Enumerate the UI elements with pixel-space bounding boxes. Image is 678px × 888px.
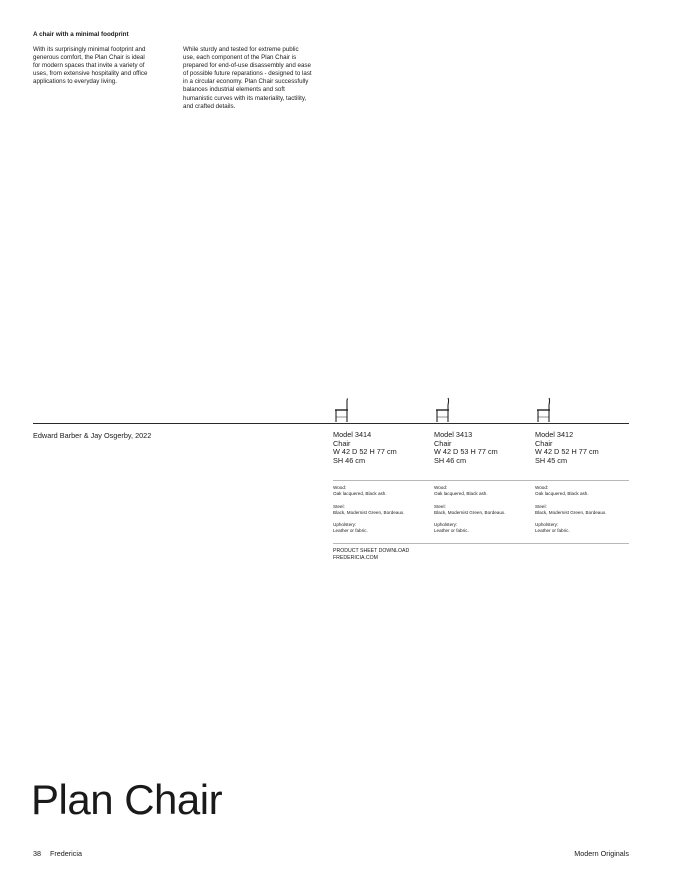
product-sheet-download[interactable] [333, 548, 409, 561]
model-dimensions: W 42 D 52 H 77 cm [535, 447, 599, 457]
text-line: use, each component of the Plan Chair is [183, 54, 297, 62]
spec-label: Wood: [535, 485, 549, 490]
text-line: for modern spaces that invite a variety of [33, 62, 145, 70]
footer-brand: Fredericia [50, 849, 82, 858]
intro-paragraph-2 [183, 46, 333, 111]
model-name: Model 3413 [434, 430, 473, 439]
spec-label: Upholstery: [434, 522, 458, 528]
spec-label: Steel: [333, 503, 345, 509]
text-line: generous comfort, the Plan Chair is ideal [33, 54, 145, 62]
model-type: Chair [535, 438, 553, 448]
spec-upholstery [535, 522, 631, 535]
footer-left [33, 849, 82, 858]
chair-side-view-icon [434, 397, 452, 423]
chair-side-view-icon [535, 397, 553, 423]
spec-value: Leather or fabric. [535, 528, 570, 534]
spec-label: Steel: [434, 503, 446, 509]
spec-label: Wood: [434, 485, 448, 490]
model-dimensions: W 42 D 53 H 77 cm [434, 447, 498, 457]
spec-wood [535, 485, 631, 498]
text-line: With its surprisingly minimal footprint and [33, 46, 146, 53]
model-seat-height: SH 46 cm [333, 455, 366, 465]
spec-wood [434, 485, 530, 498]
spec-wood [333, 485, 429, 498]
page-number: 38 [33, 849, 41, 858]
model-type: Chair [434, 438, 452, 448]
text-line: of possible future reparations - designed to last [183, 70, 312, 78]
model-type: Chair [333, 438, 351, 448]
divider-specs-bottom [333, 543, 629, 544]
spec-label: Steel: [535, 503, 547, 509]
divider-main [33, 423, 629, 424]
spec-value: Black, Modernist Green, Bordeaux. [434, 509, 506, 515]
model-info-3412 [535, 431, 630, 465]
model-name: Model 3412 [535, 430, 574, 439]
spec-value: Black, Modernist Green, Bordeaux. [333, 509, 405, 515]
footer-section: Modern Originals [574, 849, 629, 858]
chair-side-view-icon [333, 397, 351, 423]
spec-label: Wood: [333, 485, 347, 490]
download-url-link[interactable]: FREDERICIA.COM [333, 554, 378, 561]
text-line: While sturdy and tested for extreme public [183, 46, 299, 53]
text-line: uses, from extensive hospitality and office [33, 70, 148, 78]
text-line: balances industrial elements and soft [183, 86, 285, 94]
spec-steel [434, 504, 530, 517]
spec-value: Leather or fabric. [333, 528, 368, 534]
model-name: Model 3414 [333, 430, 372, 439]
text-line: humanistic curves with its materiality, tactility, [183, 94, 307, 102]
spec-value: Black, Modernist Green, Bordeaux. [535, 509, 607, 515]
text-line: and crafted details. [183, 102, 236, 110]
spec-steel [535, 504, 631, 517]
spec-value: Oak lacquered, Black ash. [333, 491, 387, 497]
spec-label: Upholstery: [333, 522, 357, 528]
spec-upholstery [333, 522, 429, 535]
spec-value: Oak lacquered, Black ash. [535, 491, 589, 497]
divider-specs-top [333, 480, 629, 481]
text-line: applications to everyday living. [33, 78, 117, 86]
model-specs-3413 [434, 485, 530, 541]
intro-paragraph-1 [33, 46, 183, 86]
page-title: Plan Chair [31, 776, 223, 823]
model-info-3414 [333, 431, 428, 465]
text-line: prepared for end-of-use disassembly and ease [183, 62, 311, 70]
spec-label: Upholstery: [535, 522, 559, 528]
designer-credit: Edward Barber & Jay Osgerby, 2022 [33, 431, 152, 440]
text-line: in a circular economy. Plan Chair successfully [183, 78, 309, 86]
spec-steel [333, 504, 429, 517]
intro-heading: A chair with a minimal foodprint [33, 31, 129, 38]
model-info-3413 [434, 431, 529, 465]
spec-value: Leather or fabric. [434, 528, 469, 534]
model-seat-height: SH 46 cm [434, 455, 467, 465]
model-dimensions: W 42 D 52 H 77 cm [333, 447, 397, 457]
model-specs-3412 [535, 485, 631, 541]
model-seat-height: SH 45 cm [535, 455, 568, 465]
model-specs-3414 [333, 485, 429, 541]
spec-upholstery [434, 522, 530, 535]
spec-value: Oak lacquered, Black ash. [434, 491, 488, 497]
download-label: PRODUCT SHEET DOWNLOAD [333, 548, 410, 554]
